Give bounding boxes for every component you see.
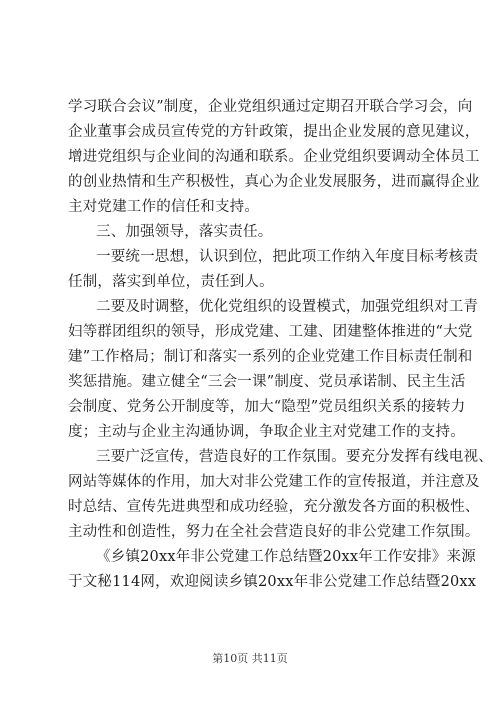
text-line: 主动性和创造性，努力在全社会营造良好的非公党建工作氛围。 (68, 524, 480, 540)
text-line: 企业董事会成员宣传党的方针政策，提出企业发展的意见建议， (68, 124, 480, 140)
text-line: 时总结、宣传先进典型和成功经验，充分激发各方面的积极性、 (68, 499, 480, 515)
page-number: 第10页 共11页 (212, 652, 288, 665)
text-line: 会制度、党务公开制度等，加大“隐型”党员组织关系的接转力 (68, 399, 466, 415)
text-line: 三要广泛宣传，营造良好的工作氛围。要充分发挥有线电视、 (96, 449, 493, 465)
text-line: 奖惩措施。建立健全“三会一课”制度、党员承诺制、民主生活 (68, 374, 466, 390)
section-heading: 三、加强领导，落实责任。 (96, 224, 273, 240)
text-line: 任制，落实到单位，责任到人。 (68, 274, 274, 290)
text-line: 度；主动与企业主沟通协调，争取企业主对党建工作的支持。 (68, 424, 465, 440)
text-line: 妇等群团组织的领导，形成党建、工建、团建整体推进的“大党 (68, 324, 473, 340)
text-line: 网站等媒体的作用，加大对非公党建工作的宣传报道，并注意及 (68, 474, 480, 490)
text-line: 一要统一思想，认识到位，把此项工作纳入年度目标考核责 (96, 249, 479, 265)
text-line: 的创业热情和生产积极性，真心为企业发展服务，进而赢得企业 (68, 174, 480, 190)
text-line: 建”工作格局；制订和落实一系列的企业党建工作目标责任制和 (68, 349, 473, 365)
text-line: 增进党组织与企业间的沟通和联系。企业党组织要调动全体员工 (68, 149, 480, 165)
text-line: 于文秘114网，欢迎阅读乡镇20xx年非公党建工作总结暨20xx (68, 574, 477, 590)
text-line: 学习联合会议”制度，企业党组织通过定期召开联合学习会，向 (68, 99, 473, 115)
text-line: 主对党建工作的信任和支持。 (68, 199, 260, 215)
text-line: 《乡镇20xx年非公党建工作总结暨20xx年工作安排》来源 (96, 549, 476, 565)
text-line: 二要及时调整，优化党组织的设置模式，加强党组织对工青 (96, 299, 479, 315)
